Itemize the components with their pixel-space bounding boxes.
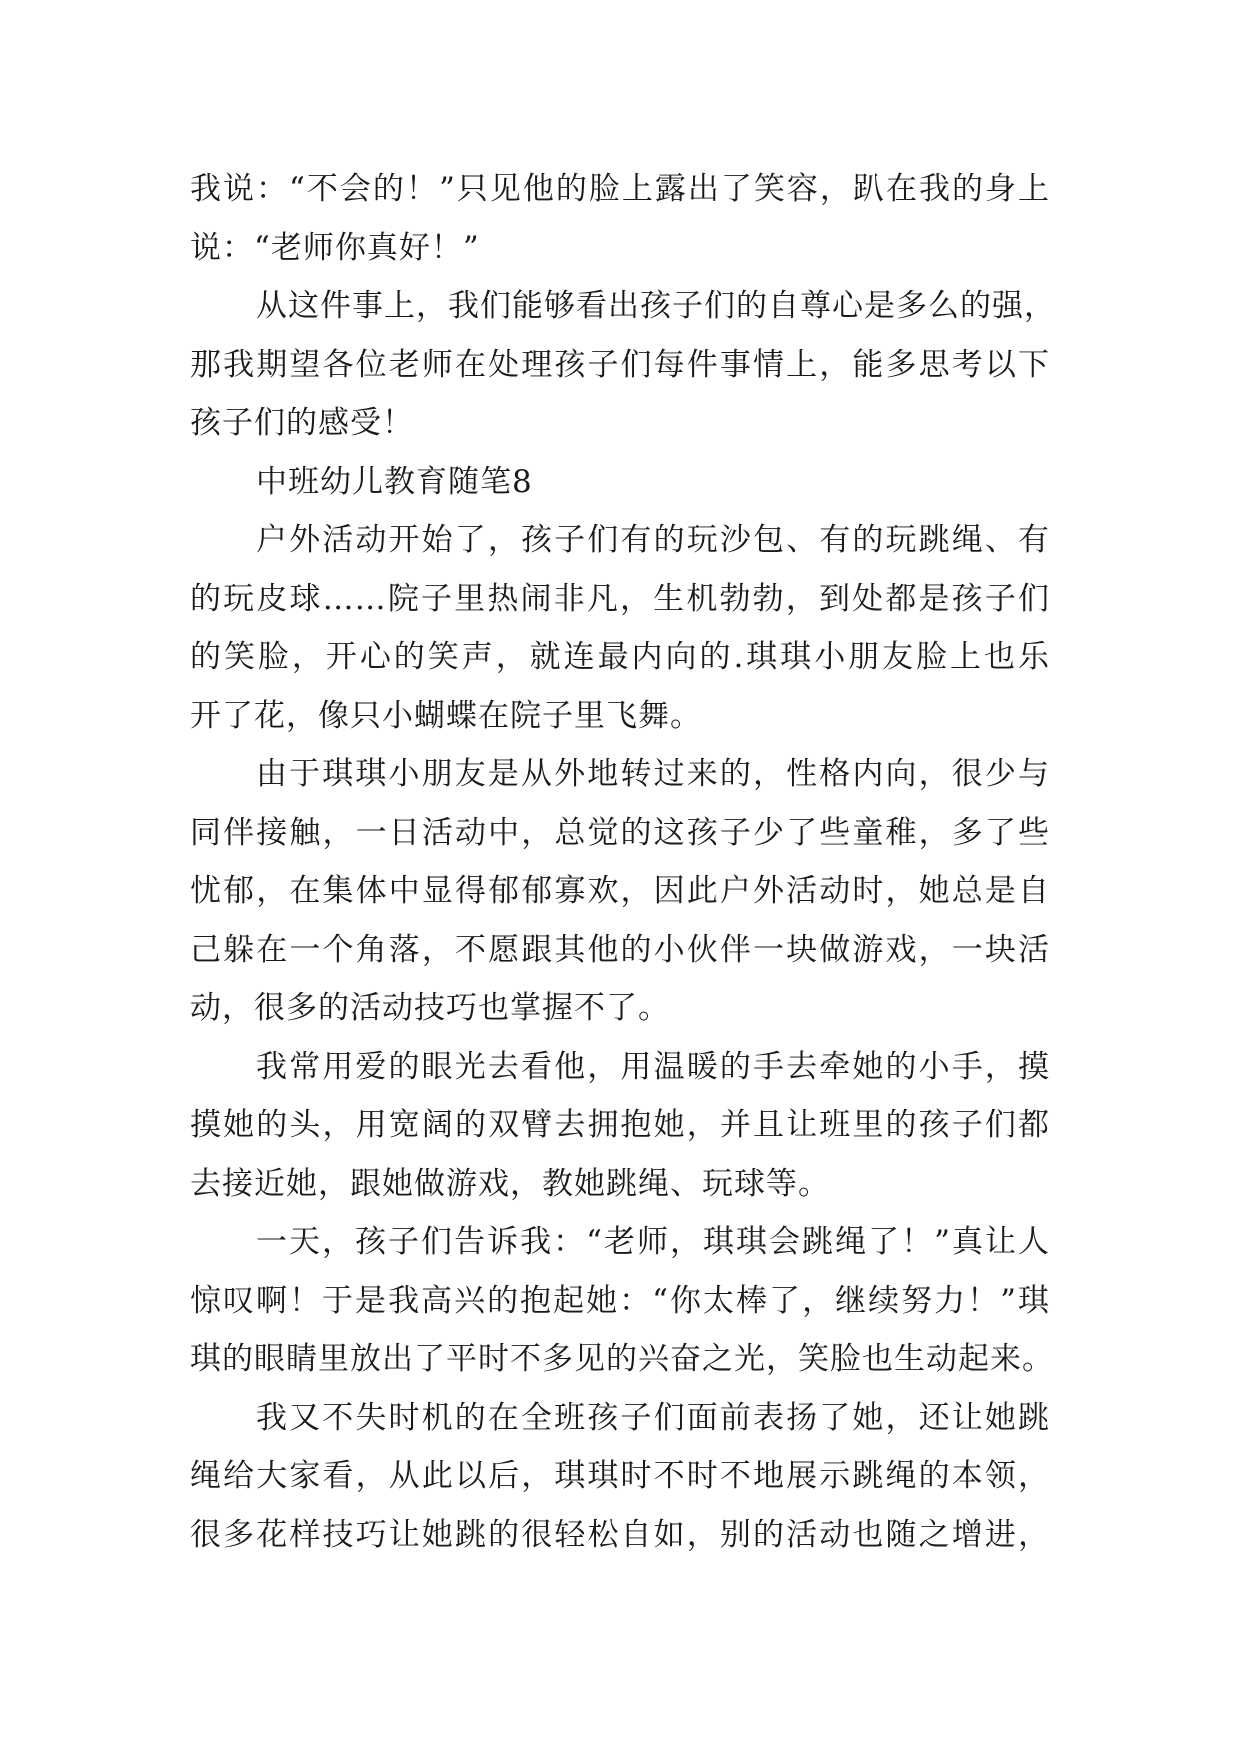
text-line: 的玩皮球……院子里热闹非凡，生机勃勃，到处都是孩子们: [190, 580, 1050, 617]
text-line: 同伴接触，一日活动中，总觉的这孩子少了些童稚，多了些: [190, 814, 1050, 851]
text-line: 绳给大家看，从此以后，琪琪时不时不地展示跳绳的本领，: [190, 1458, 1050, 1494]
text-line: 开了花，像只小蝴蝶在院子里飞舞。: [190, 697, 702, 734]
text-line: 我说：“不会的！”只见他的脸上露出了笑容，趴在我的身上: [190, 171, 1050, 207]
text-line: 动，很多的活动技巧也掌握不了。: [190, 990, 670, 1026]
text-line: 琪的眼睛里放出了平时不多见的兴奋之光，笑脸也生动起来。: [190, 1341, 1054, 1377]
text-line: 惊叹啊！于是我高兴的抱起她：“你太棒了，继续努力！”琪: [190, 1282, 1050, 1319]
text-line: 孩子们的感受！: [190, 405, 414, 441]
text-line: 己躲在一个角落，不愿跟其他的小伙伴一块做游戏，一块活: [190, 931, 1050, 968]
text-line: 忧郁，在集体中显得郁郁寡欢，因此户外活动时，她总是自: [190, 873, 1050, 909]
document-body: [190, 160, 1056, 1564]
text-line: 很多花样技巧让她跳的很轻松自如，别的活动也随之增进，: [190, 1516, 1050, 1553]
paragraph-start-line: 我常用爱的眼光去看他，用温暖的手去牵她的小手，摸: [256, 1048, 1050, 1085]
text-line: 说：“老师你真好！”: [190, 229, 480, 266]
text-line: 的笑脸，开心的笑声，就连最内向的.琪琪小朋友脸上也乐: [190, 639, 1050, 675]
paragraph-start-line: 由于琪琪小朋友是从外地转过来的，性格内向，很少与: [256, 756, 1050, 792]
paragraph-start-line: 从这件事上，我们能够看出孩子们的自尊心是多么的强，: [256, 288, 1056, 324]
section-heading: 中班幼儿教育随笔8: [256, 463, 533, 500]
text-line: 摸她的头，用宽阔的双臂去拥抱她，并且让班里的孩子们都: [190, 1107, 1050, 1143]
text-line: 那我期望各位老师在处理孩子们每件事情上，能多思考以下: [190, 346, 1050, 383]
paragraph-start-line: 户外活动开始了，孩子们有的玩沙包、有的玩跳绳、有: [256, 522, 1050, 558]
paragraph-start-line: 我又不失时机的在全班孩子们面前表扬了她，还让她跳: [256, 1399, 1050, 1436]
paragraph-start-line: 一天，孩子们告诉我：“老师，琪琪会跳绳了！”真让人: [256, 1224, 1050, 1260]
text-line: 去接近她，跟她做游戏，教她跳绳、玩球等。: [190, 1165, 830, 1202]
